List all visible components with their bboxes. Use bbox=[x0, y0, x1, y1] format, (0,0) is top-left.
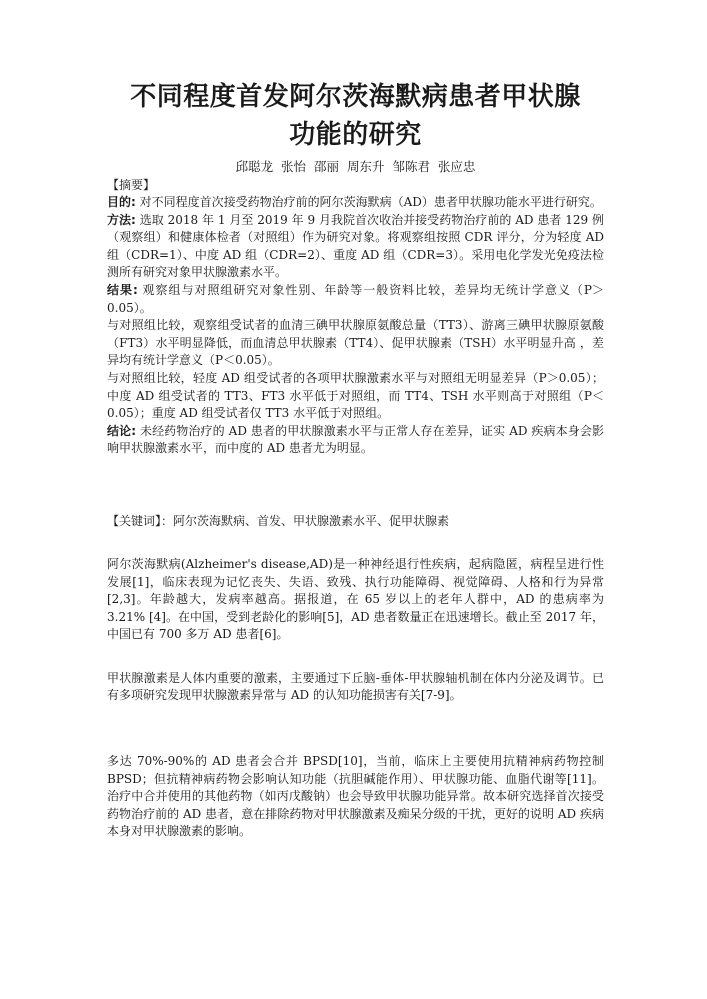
objective-text: 对不同程度首次接受药物治疗前的阿尔茨海默病（AD）患者甲状腺功能水平进行研究。 bbox=[135, 195, 602, 209]
author-list: 邱聪龙 张怡 邵丽 周东升 邹陈君 张应忠 bbox=[235, 159, 476, 174]
paper-title bbox=[107, 78, 604, 154]
paper-page bbox=[107, 78, 604, 841]
abstract-conclusion bbox=[107, 423, 604, 458]
results-text: 观察组与对照组研究对象性别、年龄等一般资料比较，差异均无统计学意义（P＞0.05）。 bbox=[107, 282, 604, 315]
conclusion-text: 未经药物治疗的 AD 患者的甲状腺激素水平与正常人存在差异，证实 AD 疾病本身会影响甲状腺激素水平，而中度的 AD 患者尤为明显。 bbox=[107, 423, 604, 456]
intro-paragraph-1: 阿尔茨海默病(Alzheimer's disease,AD)是一种神经退行性疾病，起病隐匿，病程呈进行性发展[1]，临床表现为记忆丧失、失语、致残、执行功能障碍、视觉障碍、人格和行为异常[2,3]。年龄越大，发病率越高。据报道，在 65 岁以上的老年人群中，AD 的患病率为 3.21% [4]。在中国，受到老龄化的影响[5]，AD 患者数量正在迅速增长。截止至 2017 年，中国已有 700 多万 AD 患者[6]。 bbox=[107, 556, 604, 642]
abstract-results-para2: 与对照组比较，观察组受试者的血清三碘甲状腺原氨酸总量（TT3）、游离三碘甲状腺原氨酸（FT3）水平明显降低，而血清总甲状腺素（TT4）、促甲状腺素（TSH）水平明显升高 ，差异均有统计学意义（P＜0.05）。 bbox=[107, 318, 604, 368]
abstract-objective bbox=[107, 194, 604, 212]
abstract-results bbox=[107, 282, 604, 317]
abstract-heading: 【摘要】 bbox=[107, 178, 156, 192]
keywords: 【关键词】：阿尔茨海默病、首发、甲状腺激素水平、促甲状腺素 bbox=[107, 513, 450, 528]
conclusion-label: 结论: bbox=[107, 423, 137, 438]
methods-label: 方法: bbox=[107, 212, 136, 227]
methods-text: 选取 2018 年 1 月至 2019 年 9 月我院首次收治并接受药物治疗前的 AD 患者 129 例（观察组）和健康体检者（对照组）作为研究对象。将观察组按照 CDR 评分，分为轻度 AD 组（CDR=1）、中度 AD 组（CDR=2）、重度 AD 组（CDR=3）。采用电化学发光免疫法检测所有研究对象甲状腺激素水平。 bbox=[107, 212, 604, 280]
intro-paragraph-3: 多达 70%-90%的 AD 患者会合并 BPSD[10]，当前，临床上主要使用抗精神病药物控制 BPSD；但抗精神病药物会影响认知功能（抗胆碱能作用）、甲状腺功能、血脂代谢等[11]。治疗中合并使用的其他药物（如丙戊酸钠）也会导致甲状腺功能异常。故本研究选择首次接受药物治疗前的 AD 患者，意在排除药物对甲状腺激素及痴呆分级的干扰，更好的说明 AD 疾病本身对甲状腺激素的影响。 bbox=[107, 754, 604, 839]
objective-label: 目的: bbox=[107, 195, 136, 209]
title-line-2: 功能的研究 bbox=[289, 120, 422, 150]
intro-paragraph-2: 甲状腺激素是人体内重要的激素，主要通过下丘脑-垂体-甲状腺轴机制在体内分泌及调节。已有多项研究发现甲状腺激素异常与 AD 的认知功能损害有关[7-9]。 bbox=[107, 670, 604, 703]
abstract-results-para3: 与对照组比较，轻度 AD 组受试者的各项甲状腺激素水平与对照组无明显差异（P＞0.05）；中度 AD 组受试者的 TT3、FT3 水平低于对照组，而 TT4、TSH 水平则高于对照组（P＜0.05）；重度 AD 组受试者仅 TT3 水平低于对照组。 bbox=[107, 370, 604, 421]
title-line-1: 不同程度首发阿尔茨海默病患者甲状腺 bbox=[130, 82, 581, 112]
results-label: 结果: bbox=[107, 282, 138, 297]
abstract-methods bbox=[107, 212, 604, 282]
